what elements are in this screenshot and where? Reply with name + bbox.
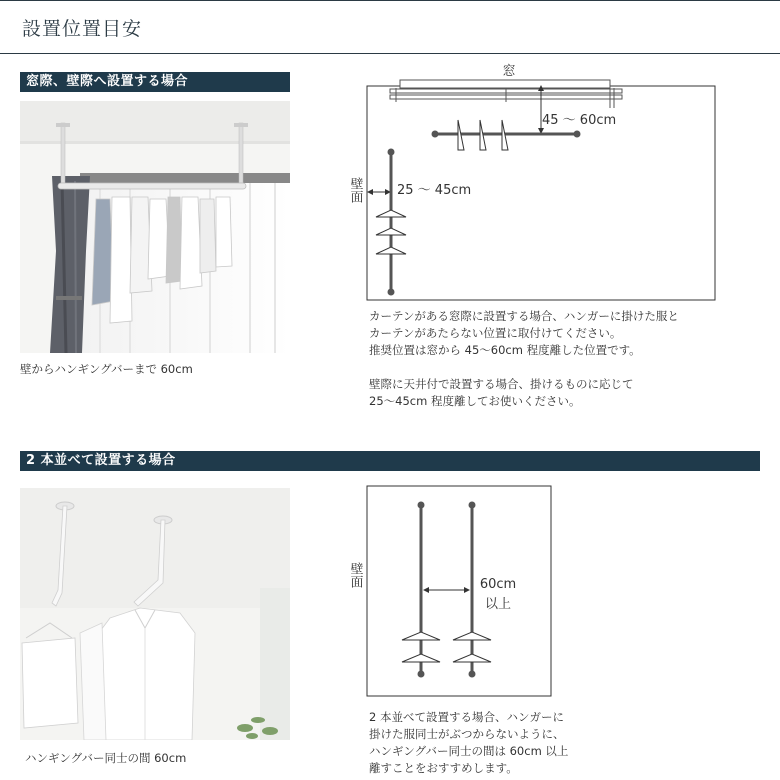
window-bar-end-left: [432, 131, 439, 138]
bar-1-end-bottom: [418, 671, 425, 678]
bar-hangers: [402, 632, 491, 662]
laundry-photo-illustration: [20, 488, 290, 740]
wall-label-2: 壁面: [347, 562, 363, 588]
section1-photo: [20, 101, 290, 353]
top-rule: [0, 0, 780, 1]
page-title: 設置位置目安: [22, 18, 143, 40]
wall-distance-label: 25 〜 45cm: [397, 183, 472, 198]
wall-label: 壁面: [347, 177, 363, 203]
window-frame: [390, 80, 622, 108]
section1-description: カーテンがある窓際に設置する場合、ハンガーに掛けた服と カーテンがあたらない位置に取付けてください。 推奨位置は窓から 45〜60cm 程度離した位置です。 壁際に天井付で設置する場合、掛けるものに応じて 25〜45cm 程度離してお使いください。: [369, 309, 679, 408]
section1-photo-caption: 壁からハンギングバーまで 60cm: [20, 362, 193, 376]
bar-distance-label-2: 以上: [484, 597, 512, 612]
section2-photo: [20, 488, 290, 740]
curtain-photo-illustration: [20, 101, 290, 353]
section2-photo-caption: ハンギングバー同士の間 60cm: [25, 751, 187, 765]
wall-bar-end-top: [388, 149, 395, 156]
bar-2-end-bottom: [469, 671, 476, 678]
section1-diagram: [340, 58, 730, 308]
wall-bar-end-bottom: [388, 289, 395, 296]
title-rule: [0, 53, 780, 54]
bar-1-end-top: [418, 502, 425, 509]
bar-2-end-top: [469, 502, 476, 509]
bar-distance-label-1: 60cm: [479, 577, 517, 592]
section2-header: 2 本並べて設置する場合: [20, 451, 760, 471]
window-label: 窓: [502, 64, 516, 79]
wall-bar-hangers: [376, 210, 406, 254]
section1-header: 窓際、壁際へ設置する場合: [20, 72, 290, 92]
section2-description: 2 本並べて設置する場合、ハンガーに 掛けた服同士がぶつからないように、 ハンギングバー同士の間は 60cm 以上 離すことをおすすめします。: [369, 710, 569, 775]
section2-diagram: [340, 480, 560, 705]
window-distance-label: 45 〜 60cm: [542, 113, 617, 128]
window-bar-end-right: [574, 131, 581, 138]
room-outline-2: [367, 486, 551, 696]
